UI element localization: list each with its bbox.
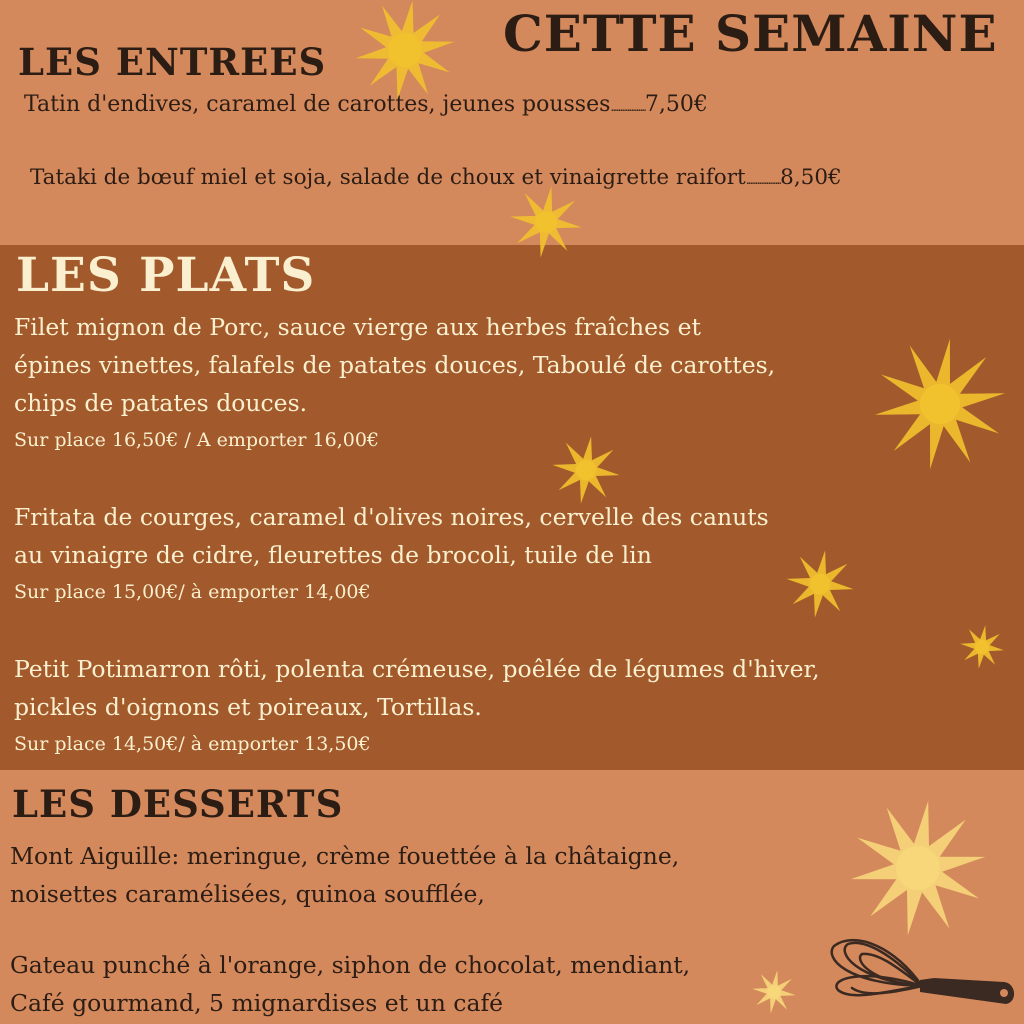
entree-item-2 [30,165,842,190]
plat-item-3 [14,650,820,726]
dish-line: Mont Aiguille: meringue, crème fouettée à la châtaigne, [10,842,680,870]
entree-dots: ................... [610,100,645,114]
entree-price: 8,50€ [780,165,842,190]
dessert-item-1 [10,837,679,913]
entrees-heading: LES ENTREES [18,40,327,84]
star-icon [960,625,1004,669]
dish-line: Fritata de courges, caramel d'olives noires, cervelle des canuts [14,503,769,531]
entree-name: Tatin d'endives, caramel de carottes, jeunes pousses [24,92,611,117]
plat-item-2 [14,498,769,574]
star-icon [752,970,796,1014]
star-icon [786,550,854,618]
dish-line: Gateau punché à l'orange, siphon de chocolat, mendiant, [10,951,691,979]
dish-line: Petit Potimarron rôti, polenta crémeuse, poêlée de légumes d'hiver, [14,655,820,683]
desserts-heading: LES DESSERTS [12,782,344,826]
star-icon [874,338,1006,470]
dish-line: pickles d'oignons et poireaux, Tortillas. [14,693,482,721]
dish-line: Café gourmand, 5 mignardises et un café [10,989,504,1017]
plat-price-2: Sur place 15,00€/ à emporter 14,00€ [14,581,371,603]
dish-line: épines vinettes, falafels de patates douces, Taboulé de carottes, [14,351,776,379]
star-icon [850,800,986,936]
entree-price: 7,50€ [644,92,708,117]
dish-line: chips de patates douces. [14,389,308,417]
star-icon [552,436,620,504]
entree-dots: ................... [745,173,781,187]
star-icon [510,186,582,258]
entree-name: Tataki de bœuf miel et soja, salade de choux et vinaigrette raifort [30,165,746,190]
plats-heading: LES PLATS [16,248,316,303]
dish-line: au vinaigre de cidre, fleurettes de brocoli, tuile de lin [14,541,652,569]
plat-item-1 [14,308,775,422]
page-title: CETTE SEMAINE [503,4,998,63]
dish-line: noisettes caramélisées, quinoa soufflée, [10,880,485,908]
plat-price-3: Sur place 14,50€/ à emporter 13,50€ [14,733,371,755]
star-icon [355,0,455,100]
whisk-icon [826,928,1018,1020]
dessert-item-2 [10,946,690,1022]
plat-price-1: Sur place 16,50€ / A emporter 16,00€ [14,429,380,451]
dish-line: Filet mignon de Porc, sauce vierge aux herbes fraîches et [14,313,701,341]
